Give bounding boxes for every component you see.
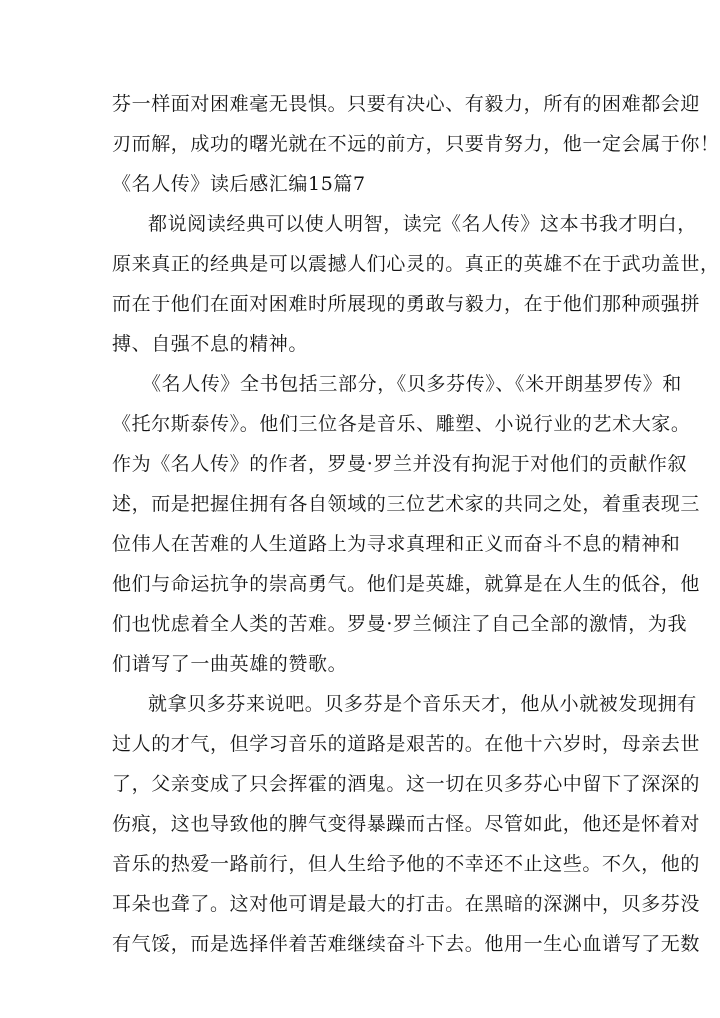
text-line: 耳朵也聋了。这对他可谓是最大的打击。在黑暗的深渊中，贝多芬没 — [112, 893, 701, 915]
text-line: 们谱写了一曲英雄的赞歌。 — [112, 653, 348, 675]
text-line: 刃而解，成功的曙光就在不远的前方，只要肯努力，他一定会属于你！ — [112, 133, 720, 155]
text-line: 伤痕，这也导致他的脾气变得暴躁而古怪。尽管如此，他还是怀着对 — [112, 813, 701, 835]
paragraph-first-line: 都说阅读经典可以使人明智，读完《名人传》这本书我才明白， — [148, 213, 697, 235]
text-line: 他们与命运抗争的崇高勇气。他们是英雄，就算是在人生的低谷，他 — [112, 573, 701, 595]
text-line: 音乐的热爱一路前行，但人生给予他的不幸还不止这些。不久，他的 — [112, 853, 701, 875]
text-line: 作为《名人传》的作者，罗曼·罗兰并没有拘泥于对他们的贡献作叙 — [112, 453, 688, 475]
text-line: 芬一样面对困难毫无畏惧。只要有决心、有毅力，所有的困难都会迎 — [112, 93, 701, 115]
paragraph-first-line: 就拿贝多芬来说吧。贝多芬是个音乐天才，他从小就被发现拥有 — [148, 693, 697, 715]
text-line: 们也忧虑着全人类的苦难。罗曼·罗兰倾注了自己全部的激情，为我 — [112, 613, 688, 635]
text-line: 过人的才气，但学习音乐的道路是艰苦的。在他十六岁时，母亲去世 — [112, 733, 701, 755]
text-line: 《托尔斯泰传》。他们三位各是音乐、雕塑、小说行业的艺术大家。 — [112, 413, 691, 435]
text-line: 原来真正的经典是可以震撼人们心灵的。真正的英雄不在于武功盖世， — [112, 253, 720, 275]
section-heading: 《名人传》读后感汇编15篇7 — [112, 173, 366, 195]
text-line: 了，父亲变成了只会挥霍的酒鬼。这一切在贝多芬心中留下了深深的 — [112, 773, 701, 795]
text-line: 搏、自强不息的精神。 — [112, 333, 309, 355]
paragraph-first-line: 《名人传》全书包括三部分，《贝多芬传》、《米开朗基罗传》和 — [142, 373, 682, 395]
text-line: 而在于他们在面对困难时所展现的勇敢与毅力，在于他们那种顽强拼 — [112, 293, 701, 315]
text-line: 述，而是把握住拥有各自领域的三位艺术家的共同之处，着重表现三 — [112, 493, 701, 515]
text-line: 位伟人在苦难的人生道路上为寻求真理和正义而奋斗不息的精神和 — [112, 533, 681, 555]
text-line: 有气馁，而是选择伴着苦难继续奋斗下去。他用一生心血谱写了无数 — [112, 933, 701, 955]
